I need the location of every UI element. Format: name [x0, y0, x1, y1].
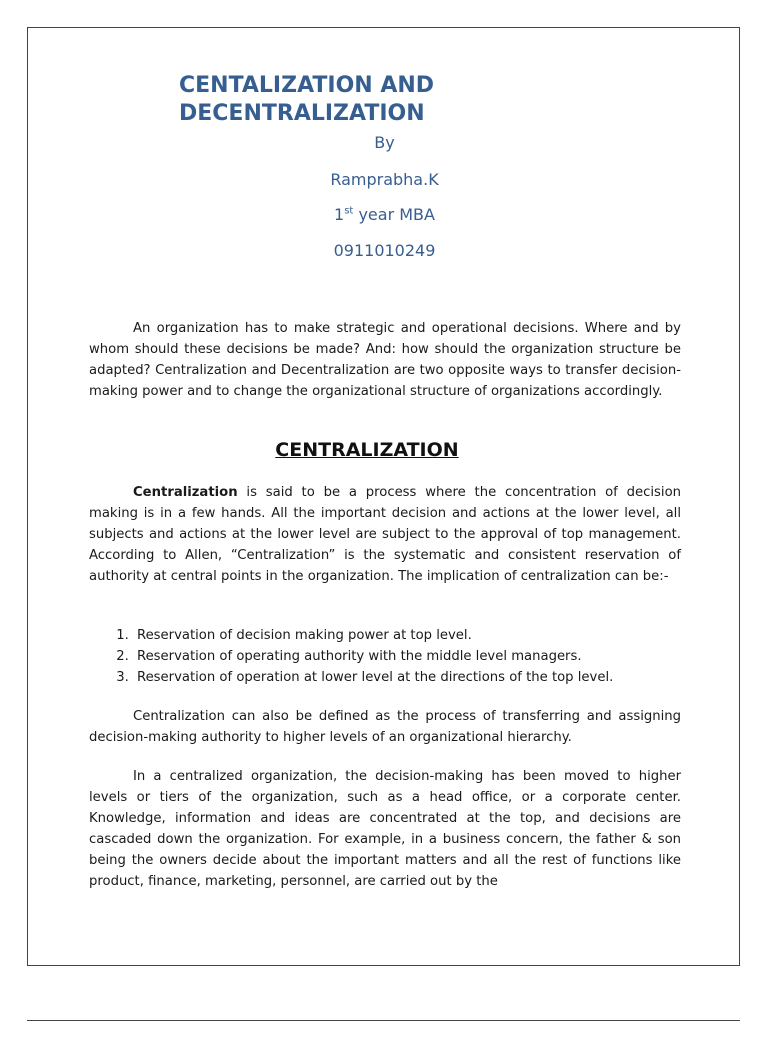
- list-item: 2. Reservation of operating authority with the middle level managers.: [133, 646, 733, 667]
- title-line-1: CENTALIZATION AND: [179, 73, 435, 98]
- next-page-edge: [27, 1020, 740, 1040]
- paragraph-centralized-org: In a centralized organization, the decision-making has been moved to higher levels or tiers of the organization, such as a head office, or a corporate center. Knowledge, information and ideas are concentrated at the top, and decisions are cascaded down the organization. For example, in a business concern, the father & son being the owners decide about the important matters and all the rest of functions like product, finance, marketing, personnel, are carried out by the: [89, 769, 681, 889]
- definition-term: Centralization: [133, 485, 238, 500]
- document-page: [27, 27, 740, 966]
- definition-text: is said to be a process where the concentration of decision making is in a few hands. All the important decision and actions at the lower level, all subjects and actions at the lower level are subject to the approval of top management. According to Allen, “Centralization” is the systematic and consistent reservation of authority at central points in the organization. The implication of centralization can be:-: [89, 485, 681, 584]
- year-of-study: [28, 205, 741, 224]
- implications-list: [89, 625, 733, 688]
- by-line: By: [374, 133, 395, 152]
- title-line-2: DECENTRALIZATION: [179, 101, 425, 126]
- section-heading-centralization: CENTRALIZATION: [275, 439, 459, 461]
- list-item: 3. Reservation of operation at lower level at the directions of the top level.: [133, 667, 733, 688]
- year-text: year MBA: [353, 205, 435, 224]
- author-name: Ramprabha.K: [330, 170, 439, 189]
- list-item: 1. Reservation of decision making power at top level.: [133, 625, 733, 646]
- intro-paragraph: An organization has to make strategic and operational decisions. Where and by whom should these decisions be made? And: how should the organization structure be adapted? Centralization and Decentralization are two opposite ways to transfer decision-making power and to change the organizational structure of organizations accordingly.: [89, 321, 681, 399]
- definition-paragraph: [89, 482, 681, 587]
- year-superscript: st: [344, 205, 354, 217]
- year-number: 1: [334, 205, 345, 224]
- roll-number: 0911010249: [333, 241, 436, 260]
- document-title: [179, 72, 434, 128]
- paragraph-definition-2: Centralization can also be defined as the process of transferring and assigning decision-making authority to higher levels of an organizational hierarchy.: [89, 709, 681, 745]
